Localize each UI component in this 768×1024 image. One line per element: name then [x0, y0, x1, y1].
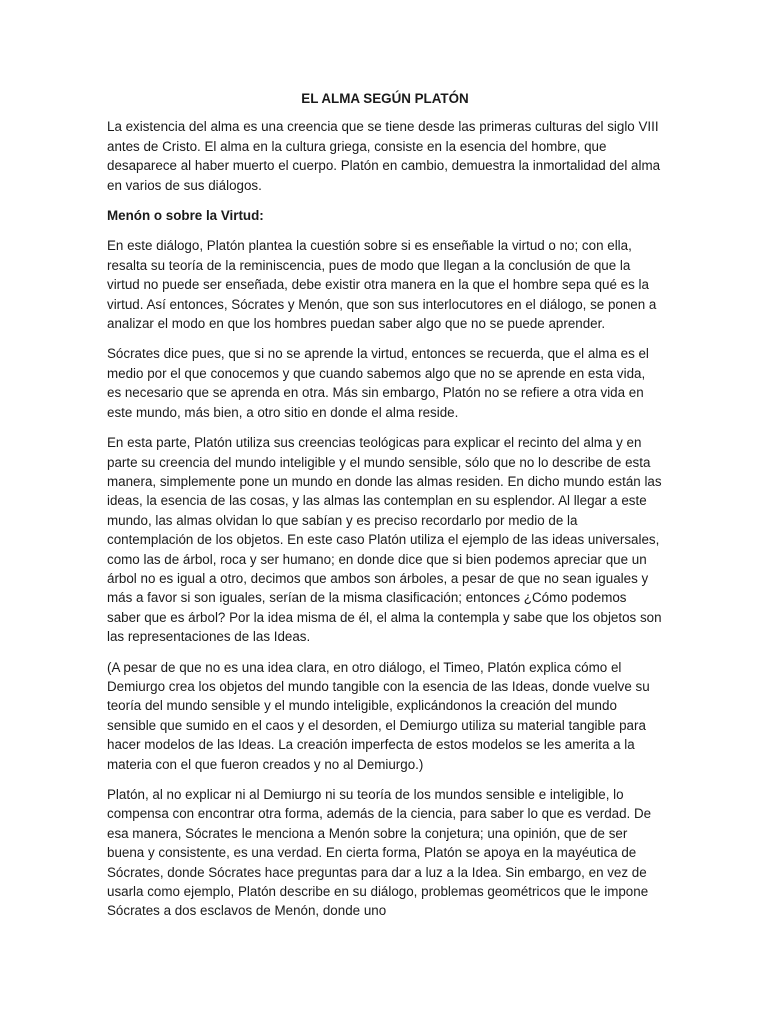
paragraph-timeo: (A pesar de que no es una idea clara, en otro diálogo, el Timeo, Platón explica cómo el Demiurgo crea los objetos del mundo tangible con la esencia de las Ideas, donde vuelve su teoría del mundo sensible y el mundo inteligible, explicándonos la creación del mundo sensible que sumido en el caos y el desorden, el Demiurgo utiliza su material tangible para hacer modelos de las Ideas. La creación imperfecta de estos modelos se les amerita a la materia con el que fueron creados y no al Demiurgo.)	[107, 659, 650, 772]
section-heading: Menón o sobre la Virtud:	[107, 208, 264, 224]
document-body	[107, 86, 663, 932]
document-title: EL ALMA SEGÚN PLATÓN	[301, 91, 469, 106]
paragraph-ideas: En esta parte, Platón utiliza sus creencias teológicas para explicar el recinto del alma y en parte su creencia del mundo inteligible y el mundo sensible, sólo que no lo describe de esta manera, simplemente pone un mundo en donde las almas residen. En dicho mundo están las ideas, la esencia de las cosas, y las almas las contemplan en su esplendor. Al llegar a este mundo, las almas olvidan lo que sabían y es preciso recordarlo por medio de la contemplación de los objetos. En este caso Platón utiliza el ejemplo de las ideas universales, como las de árbol, roca y ser humano; en donde dice que si bien podemos apreciar que un árbol no es igual a otro, decimos que ambos son árboles, a pesar de que no sean iguales y más a favor si son iguales, serían de la misma clasificación; entonces ¿Cómo podemos saber que es árbol? Por la idea misma de él, el alma la contempla y sabe que los objetos son las representaciones de las Ideas.	[107, 435, 662, 645]
intro-paragraph: La existencia del alma es una creencia que se tiene desde las primeras culturas del siglo VIII antes de Cristo. El alma en la cultura griega, consiste en la esencia del hombre, que desaparece al haber muerto el cuerpo. Platón en cambio, demuestra la inmortalidad del alma en varios de sus diálogos.	[107, 119, 661, 193]
paragraph-conjecture: Platón, al no explicar ni al Demiurgo ni su teoría de los mundos sensible e inteligible, lo compensa con encontrar otra forma, además de la ciencia, para saber lo que es verdad. De esa manera, Sócrates le menciona a Menón sobre la conjetura; una opinión, que de ser buena y consistente, es una verdad. En cierta forma, Platón se apoya en la mayéutica de Sócrates, donde Sócrates hace preguntas para dar a luz a la Idea. Sin embargo, en vez de usarla como ejemplo, Platón describe en su diálogo, problemas geométricos que le impone Sócrates a dos esclavos de Menón, donde uno	[107, 787, 652, 919]
paragraph-reminiscence: Sócrates dice pues, que si no se aprende la virtud, entonces se recuerda, que el alma es el medio por el que conocemos y que cuando sabemos algo que no se aprende en esta vida, es necesario que se aprenda en otra. Más sin embargo, Platón no se refiere a otra vida en este mundo, más bien, a otro sitio en donde el alma reside.	[107, 346, 649, 420]
paragraph-virtue: En este diálogo, Platón plantea la cuestión sobre si es enseñable la virtud o no; con ella, resalta su teoría de la reminiscencia, pues de modo que llegan a la conclusión de que la virtud no puede ser enseñada, debe existir otra manera en la que el hombre sepa qué es la virtud. Así entonces, Sócrates y Menón, que son sus interlocutores en el diálogo, se ponen a analizar el modo en que los hombres puedan saber algo que no se puede aprender.	[107, 238, 657, 332]
